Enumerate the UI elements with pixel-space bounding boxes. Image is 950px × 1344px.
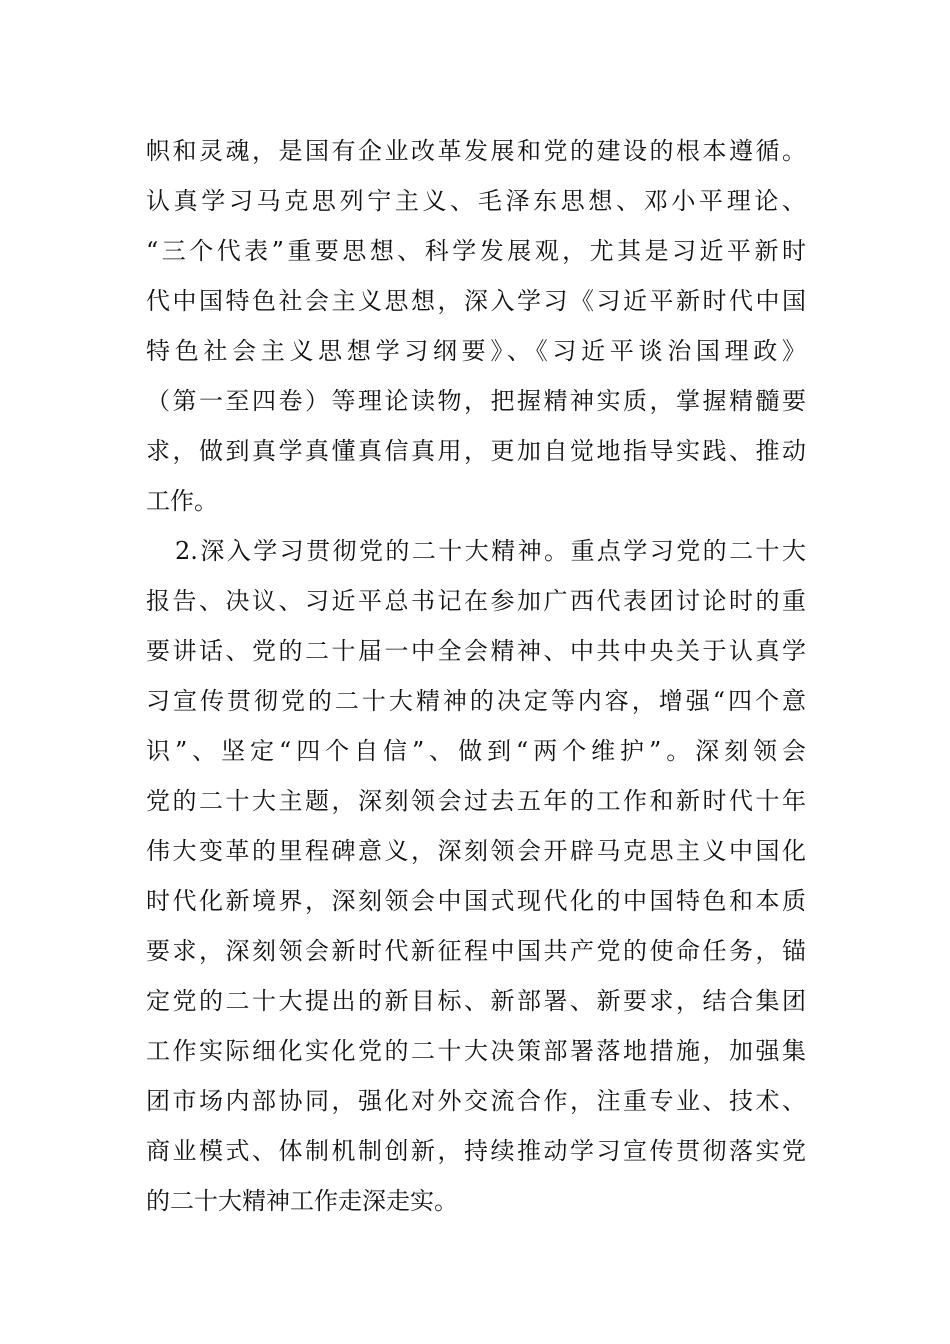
text-line: 特色社会主义思想学习纲要》、《习近平谈治国理政》 (146, 337, 806, 365)
paragraph-heading-line: 2.深入学习贯彻党的二十大精神。重点学习党的二十大 (175, 537, 806, 565)
text-line: 党的二十大主题，深刻领会过去五年的工作和新时代十年 (146, 787, 806, 815)
text-line: 工作实际细化实化党的二十大决策部署落地措施，加强集 (146, 1037, 806, 1065)
text-line: 识”、坚定“四个自信”、做到“两个维护”。深刻领会 (146, 737, 806, 765)
text-line: 认真学习马克思列宁主义、毛泽东思想、邓小平理论、 (146, 187, 806, 215)
text-line: （第一至四卷）等理论读物，把握精神实质，掌握精髓要 (146, 387, 806, 415)
text-line: 的二十大精神工作走深走实。 (146, 1187, 458, 1215)
text-line: “三个代表”重要思想、科学发展观，尤其是习近平新时 (146, 237, 806, 265)
text-line: 习宣传贯彻党的二十大精神的决定等内容，增强“四个意 (146, 687, 806, 715)
text-line: 工作。 (146, 487, 218, 515)
text-line: 报告、决议、习近平总书记在参加广西代表团讨论时的重 (146, 587, 806, 615)
text-line: 伟大变革的里程碑意义，深刻领会开辟马克思主义中国化 (146, 837, 806, 865)
text-line: 要讲话、党的二十届一中全会精神、中共中央关于认真学 (146, 637, 806, 665)
text-line: 定党的二十大提出的新目标、新部署、新要求，结合集团 (146, 987, 806, 1015)
text-line: 帜和灵魂，是国有企业改革发展和党的建设的根本遵循。 (146, 137, 806, 165)
text-line: 求，做到真学真懂真信真用，更加自觉地指导实践、推动 (146, 437, 806, 465)
text-line: 时代化新境界，深刻领会中国式现代化的中国特色和本质 (146, 887, 806, 915)
text-line: 商业模式、体制机制创新，持续推动学习宣传贯彻落实党 (146, 1137, 806, 1165)
text-line: 代中国特色社会主义思想，深入学习《习近平新时代中国 (146, 287, 806, 315)
text-line: 要求，深刻领会新时代新征程中国共产党的使命任务，锚 (146, 937, 806, 965)
text-line: 团市场内部协同，强化对外交流合作，注重专业、技术、 (146, 1087, 806, 1115)
